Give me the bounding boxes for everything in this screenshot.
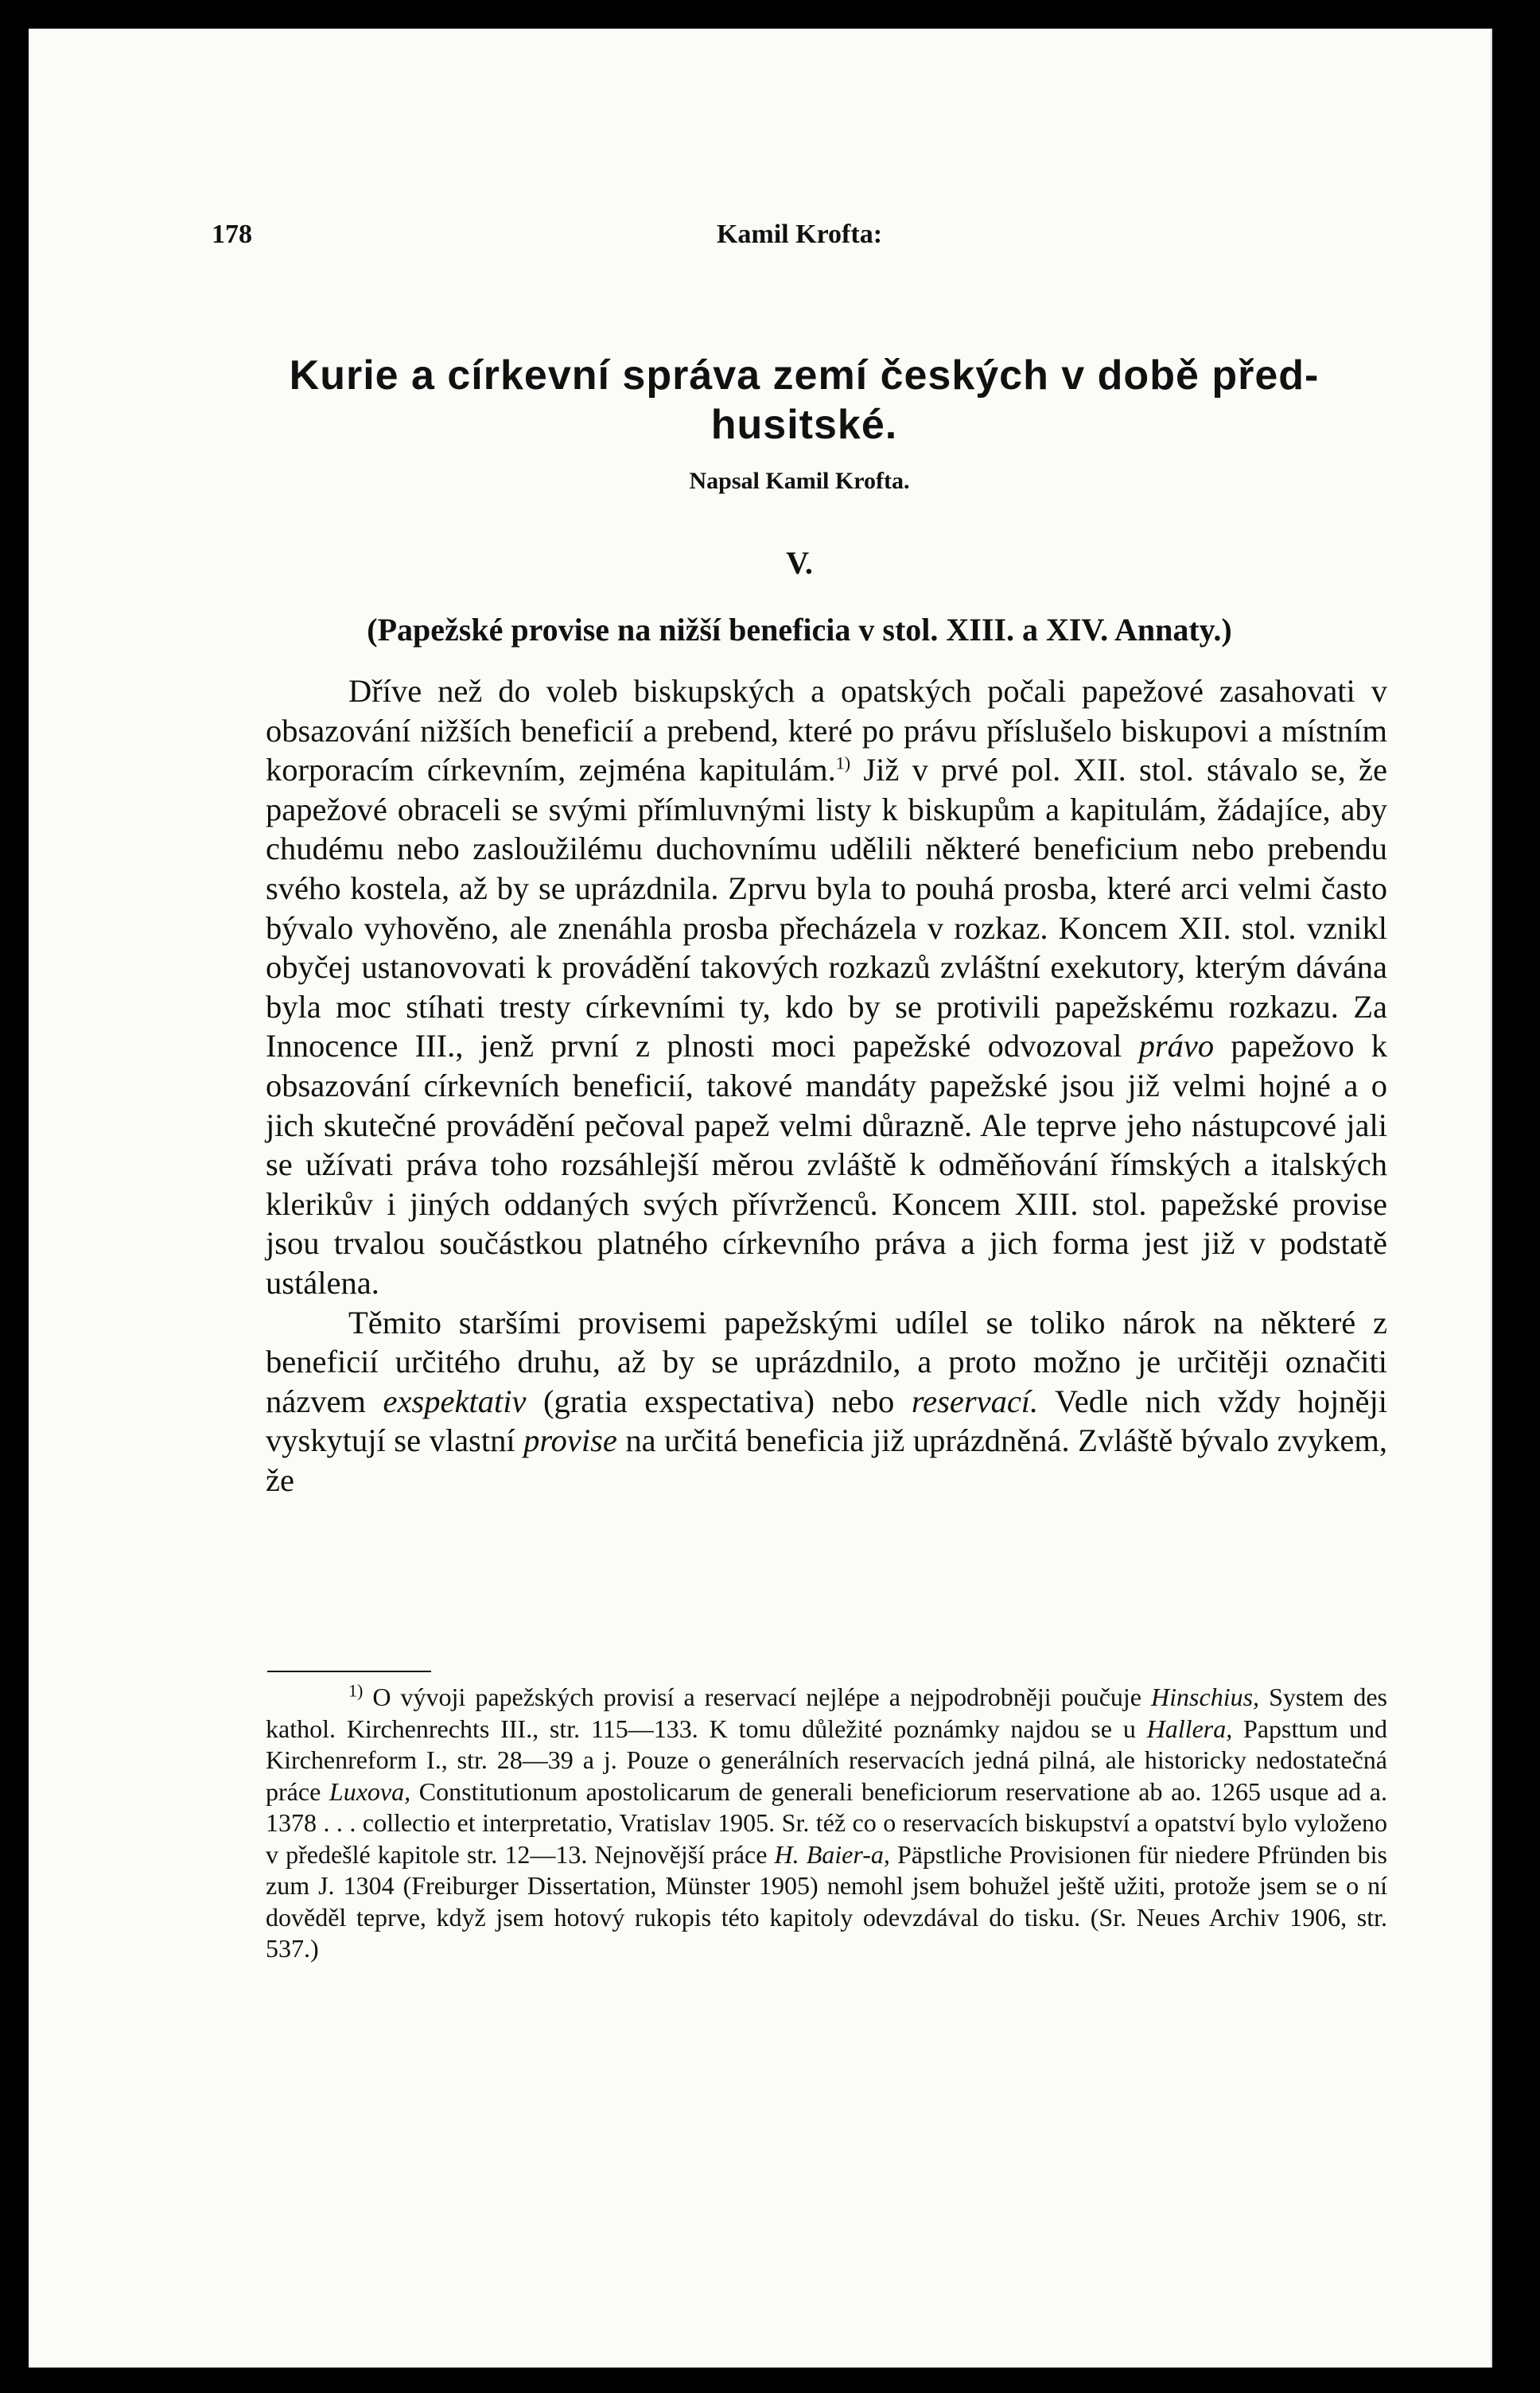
paragraph-2-text-d: na určitá beneficia již uprázdněná. Zvláště bývalo zvykem, že [266, 1422, 1387, 1498]
italic-exspektativ: exspektativ [383, 1383, 527, 1419]
chapter-number: V. [786, 545, 813, 581]
paragraph-1-text-c: papežovo k obsazování církevních beneficií, takové mandáty papežské jsou již velmi hojné a o jich skutečné provádění pečoval papež velmi důrazně. Ale teprve jeho nástupcové jali se užívati práva toho rozsáhlejší měrou zvláště k odměňování římských a italských klerikův i jiných oddaných svých přívrženců. Koncem XIII. stol. papežské provise jsou trvalou součástkou platného církevního práva a jich forma jest již v podstatě ustálena. [266, 1028, 1387, 1301]
running-head [212, 210, 1387, 258]
footnote-italic-hinschius: Hinschius, [1151, 1683, 1260, 1711]
page-number: 178 [212, 220, 252, 249]
paragraph-1 [266, 671, 1387, 1303]
footnotes [266, 1682, 1387, 1965]
footnote-text-5: Päpstliche Provisionen für niedere Pfründen bis zum J. 1304 (Freiburger Dissertation, Münster 1905) nemohl jsem bohužel ještě užiti, protože jsem se o ní dověděl teprve, když jsem hotový rukopis této kapitoly odevzdával do tisku. (Sr. Neues Archiv 1906, str. 537.) [266, 1839, 1388, 1963]
footnote-italic-baier: H. Baier-a, [774, 1839, 890, 1869]
footnote-italic-luxova: Luxova, [329, 1776, 411, 1806]
italic-provise: provise [523, 1422, 617, 1459]
running-title: Kamil Krofta: [716, 220, 883, 249]
footnote-marker: 1) [348, 1680, 364, 1701]
paragraph-1-text-b: Již v prvé pol. XII. stol. stávalo se, že papežové obraceli se svými přímluvnými listy k biskupům a kapitulám, žádajíce, aby chudému nebo zasloužilému duchovnímu udělili některé beneficium nebo prebendu svého kostela, až by se uprázdnila. Zprvu byla to pouhá prosba, které arci velmi často bývalo vyhověno, ale znenáhla prosba přecházela v rozkaz. Koncem XII. stol. vznikl obyčej ustanovovati k provádění takových rozkazů zvláštní exekutory, kterým dávána byla moc stíhati tresty církevními ty, kdo by se protivili papežskému rozkazu. Za Innocence III., jenž první z plnosti moci papežské odvozoval [266, 752, 1387, 1064]
footnote-text-2: System des kathol. Kirchenrechts III., str. 115—133. K tomu důležité poznámky najdou se u [266, 1683, 1388, 1743]
paragraph-2 [266, 1303, 1387, 1500]
footnote-1 [266, 1682, 1387, 1965]
paragraph-2-text-b: (gratia exspectativa) nebo [526, 1383, 912, 1419]
italic-pravo: právo [1138, 1028, 1215, 1064]
paragraph-2-text-c: Vedle nich vždy hojněji vyskytují se vlastní [266, 1383, 1387, 1459]
paragraph-2-text-a: Těmito staršími provisemi papežskými udílel se toliko nárok na některé z beneficií určitého druhu, až by se uprázdnilo, a proto možno je určitěji označiti názvem [266, 1304, 1387, 1419]
italic-reservaci: reservací. [911, 1383, 1039, 1419]
chapter-subtitle: (Papežské provise na nižší beneficia v stol. XIII. a XIV. Annaty.) [367, 612, 1232, 648]
paragraph-1-text-a: Dříve než do voleb biskupských a opatských počali papežové zasahovati v obsazování nižších beneficií a prebend, které po právu příslušelo biskupovi a místním korporacím církevním, zejména kapitulám. [266, 673, 1387, 788]
footnote-italic-hallera: Hallera, [1146, 1714, 1233, 1743]
footnote-text-3: Papsttum und Kirchenreform I., str. 28—39 a j. Pouze o generálních reservacích jedná pilná, ale historicky nedostatečná práce [266, 1714, 1388, 1806]
footnote-text-4: Constitutionum apostolicarum de generali beneficiorum reservatione ab ao. 1265 usque ad a. 1378 . . . collectio et interpretatio, Vratislav 1905. Sr. též co o reservacích biskupství a opatství bylo vyloženo v předešlé kapitole str. 12—13. Nejnovější práce [266, 1776, 1388, 1869]
scanned-page [29, 29, 1492, 2368]
footnote-divider [267, 1671, 431, 1672]
footnote-text-1: O vývoji papežských provisí a reservací nejlépe a nejpodrobněji poučuje [363, 1683, 1152, 1711]
article-title: Kurie a církevní správa zemí českých v době před-husitské. [289, 352, 1320, 448]
body-text [266, 671, 1387, 1500]
author-line: Napsal Kamil Krofta. [689, 468, 910, 494]
footnote-reference: 1) [835, 753, 851, 773]
